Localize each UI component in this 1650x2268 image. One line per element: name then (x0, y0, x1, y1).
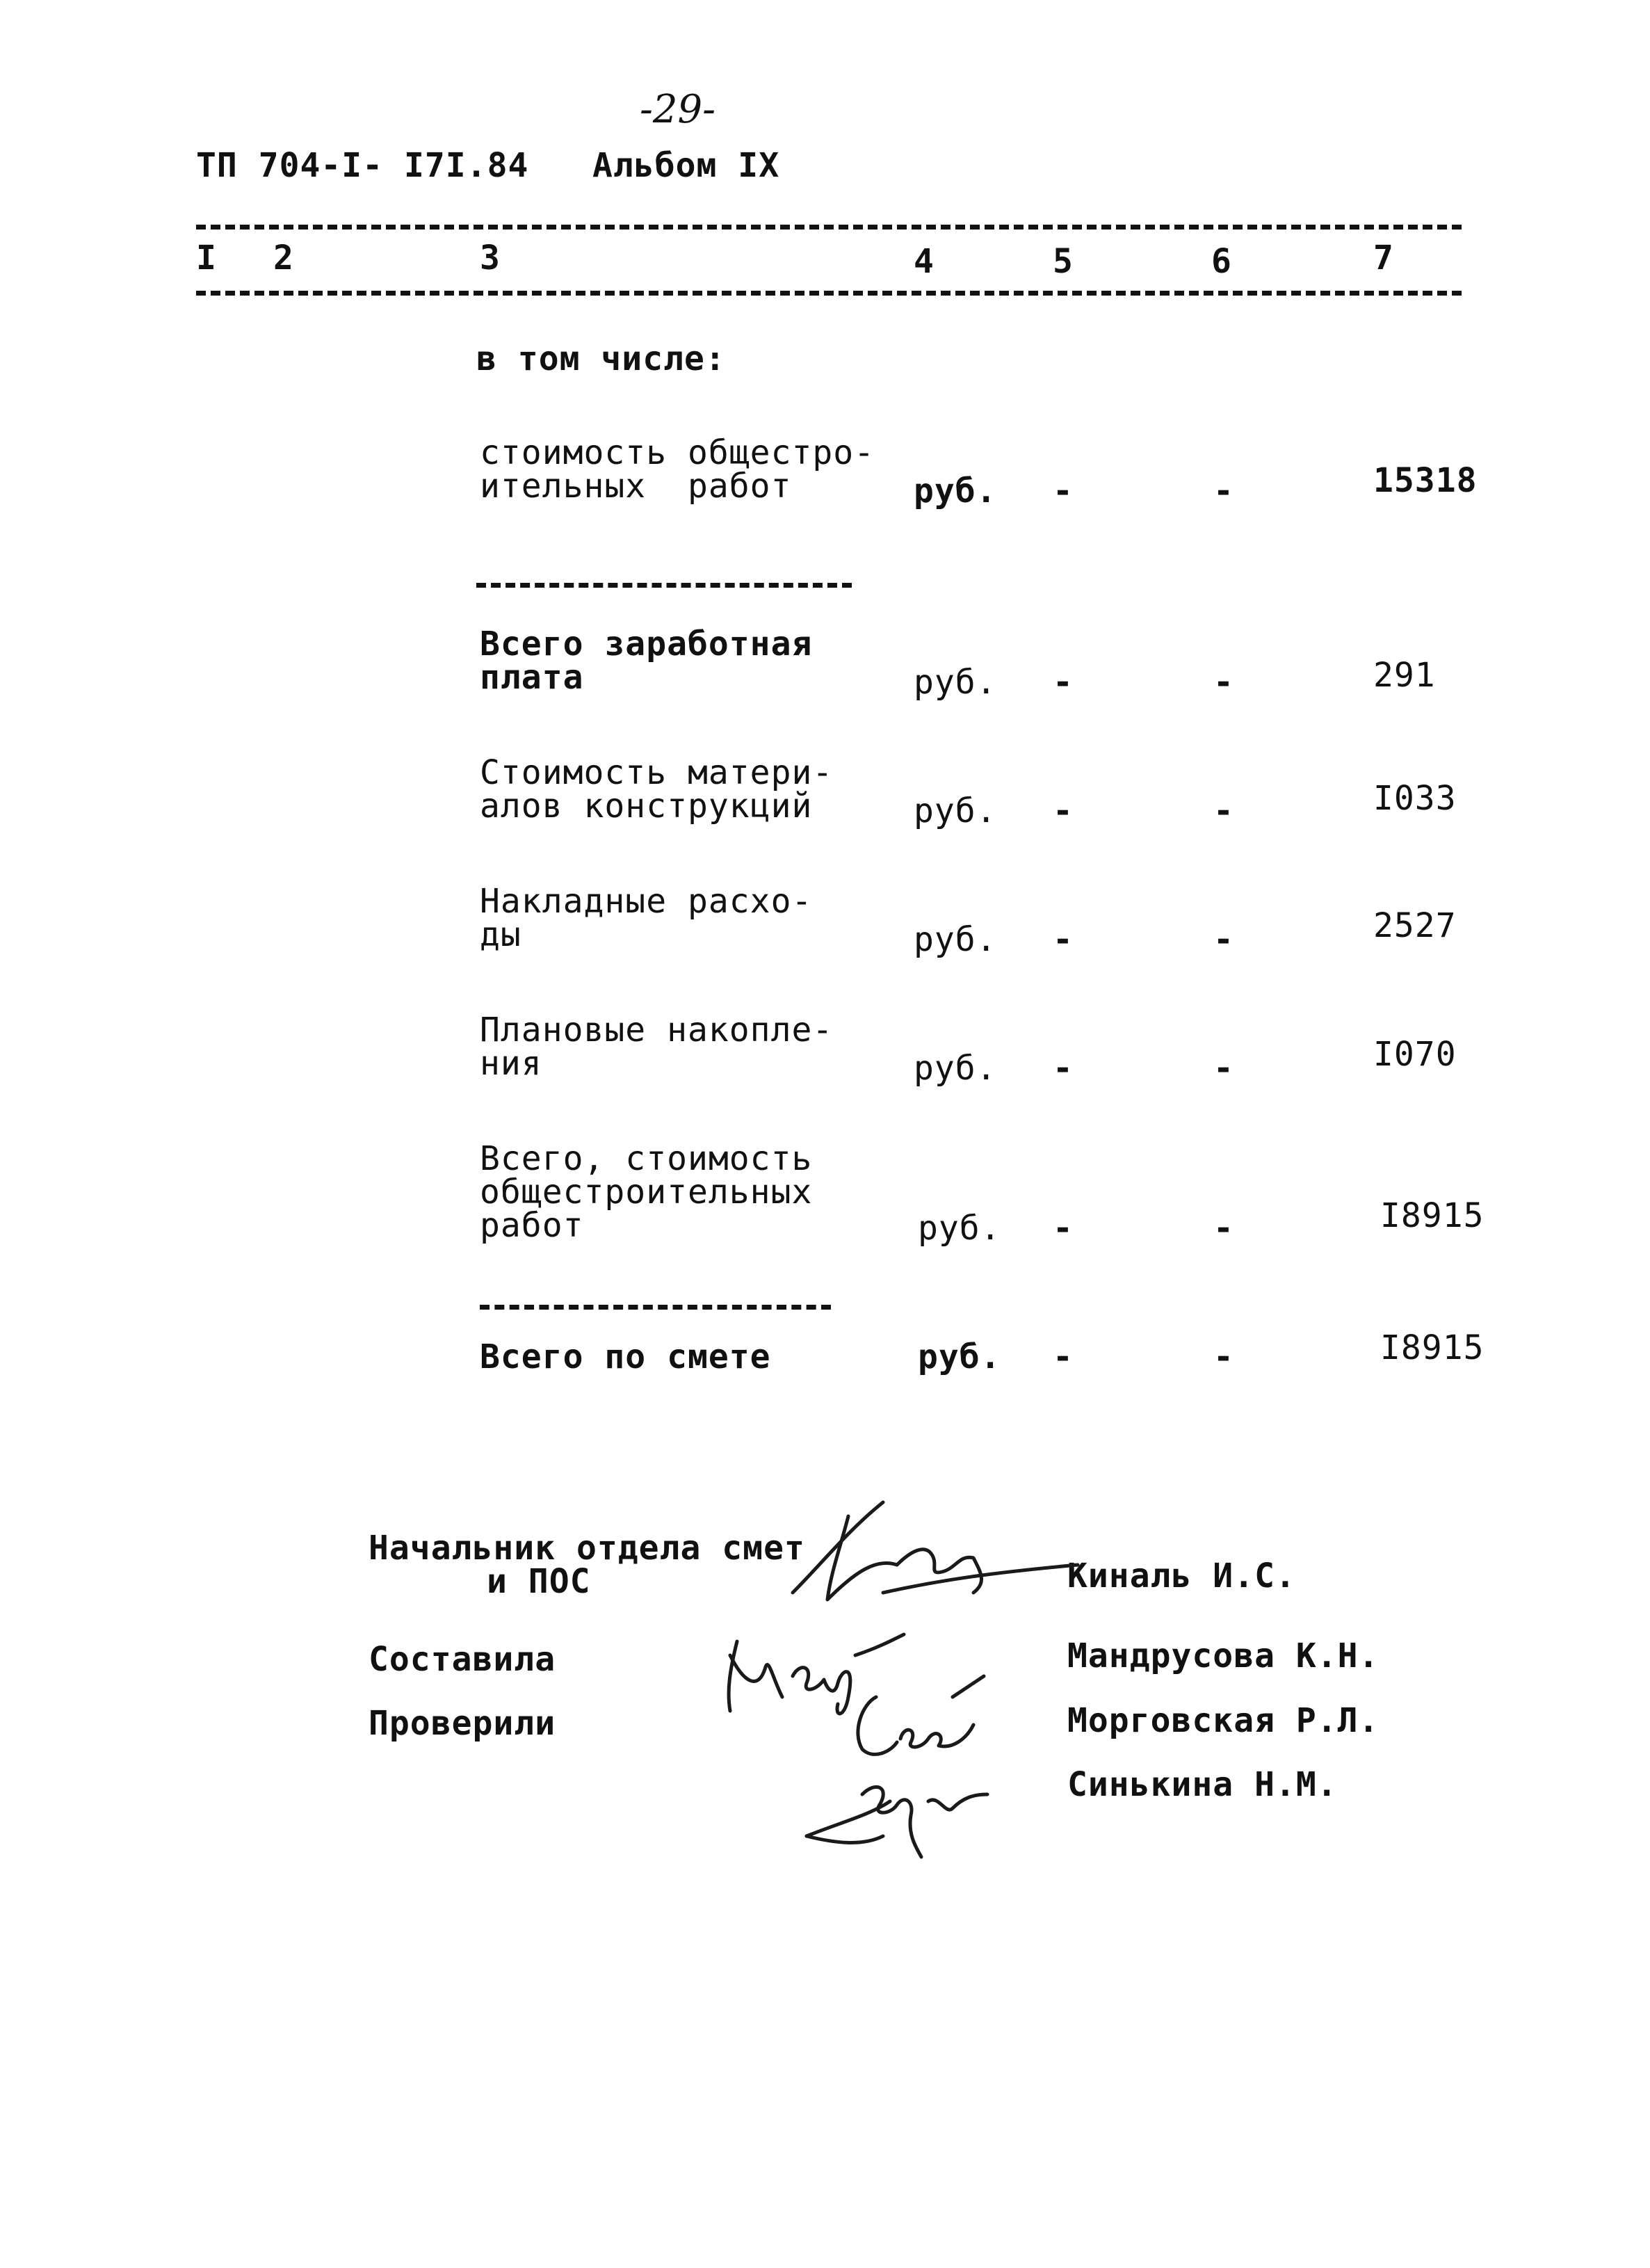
table-header-bottom-rule (196, 291, 1462, 296)
checked-signature-1 (834, 1669, 1001, 1774)
row-unit: руб. (914, 472, 997, 510)
row-col7: 291 (1373, 656, 1436, 695)
row-name-line: Накладные расхо- (480, 882, 813, 921)
row-col5: - (1053, 791, 1074, 830)
row-name-line: алов конструкций (480, 787, 813, 826)
row-name-line: ды (480, 915, 521, 954)
row-col5: - (1053, 1049, 1074, 1088)
row-col6: - (1213, 1049, 1234, 1088)
column-number: 4 (914, 242, 935, 281)
row-col5: - (1053, 1337, 1074, 1376)
row-name-line: стоимость общестро- (480, 433, 875, 472)
row-col7: I8915 (1380, 1196, 1485, 1235)
row-col5: - (1053, 1209, 1074, 1248)
row-name-line: плата (480, 658, 584, 697)
row-name-line: Стоимость матери- (480, 753, 834, 792)
row-name-line: ния (480, 1044, 542, 1083)
column-number: 6 (1211, 242, 1232, 281)
row-name-line: общестроительных (480, 1173, 813, 1212)
row-col7: I8915 (1380, 1328, 1485, 1367)
checked-name-1: Морговская Р.Л. (1067, 1701, 1380, 1740)
row-col6: - (1213, 791, 1234, 830)
row-col6: - (1213, 472, 1234, 510)
row-name-line: Всего по смете (480, 1337, 771, 1376)
row-unit: руб. (914, 791, 997, 830)
section-separator (476, 583, 852, 588)
row-col7: I033 (1373, 779, 1457, 818)
row-col6: - (1213, 663, 1234, 702)
column-number: I (196, 239, 217, 278)
row-col5: - (1053, 663, 1074, 702)
head-name: Киналь И.С. (1067, 1557, 1296, 1595)
row-col7: 2527 (1373, 906, 1457, 945)
row-col7: 15318 (1373, 461, 1478, 500)
row-unit: руб. (918, 1209, 1001, 1248)
head-title-line: и ПОС (487, 1562, 591, 1601)
row-unit: руб. (914, 920, 997, 959)
head-title-line: Начальник отдела смет (369, 1529, 805, 1568)
document-code: ТП 704-I- I7I.84 (196, 146, 529, 185)
column-number: 7 (1373, 239, 1394, 278)
row-col6: - (1213, 920, 1234, 959)
section-separator (480, 1305, 831, 1310)
checked-label: Проверили (369, 1704, 556, 1743)
compiled-name: Мандрусова К.Н. (1067, 1636, 1380, 1675)
row-name-line: работ (480, 1206, 584, 1245)
subheading: в том числе: (476, 339, 726, 378)
row-col5: - (1053, 920, 1074, 959)
row-col6: - (1213, 1337, 1234, 1376)
row-name-line: Всего заработная (480, 625, 813, 663)
row-unit: руб. (918, 1337, 1001, 1376)
row-unit: руб. (914, 1049, 997, 1088)
row-name-line: Всего, стоимость (480, 1139, 813, 1178)
compiled-label: Составила (369, 1640, 556, 1679)
column-number: 3 (480, 239, 501, 278)
column-number: 5 (1053, 242, 1074, 281)
table-top-rule (196, 225, 1462, 230)
row-name-line: Плановые накопле- (480, 1011, 834, 1049)
head-signature (765, 1488, 1085, 1614)
album-label: Альбом IX (592, 146, 780, 185)
row-name-line: ительных работ (480, 467, 792, 506)
page-number: -29- (640, 87, 716, 132)
row-col5: - (1053, 472, 1074, 510)
checked-name-2: Синькина Н.М. (1067, 1765, 1338, 1804)
column-number: 2 (273, 239, 294, 278)
row-col7: I070 (1373, 1035, 1457, 1074)
checked-signature-2 (800, 1760, 1008, 1864)
row-col6: - (1213, 1209, 1234, 1248)
row-unit: руб. (914, 663, 997, 702)
